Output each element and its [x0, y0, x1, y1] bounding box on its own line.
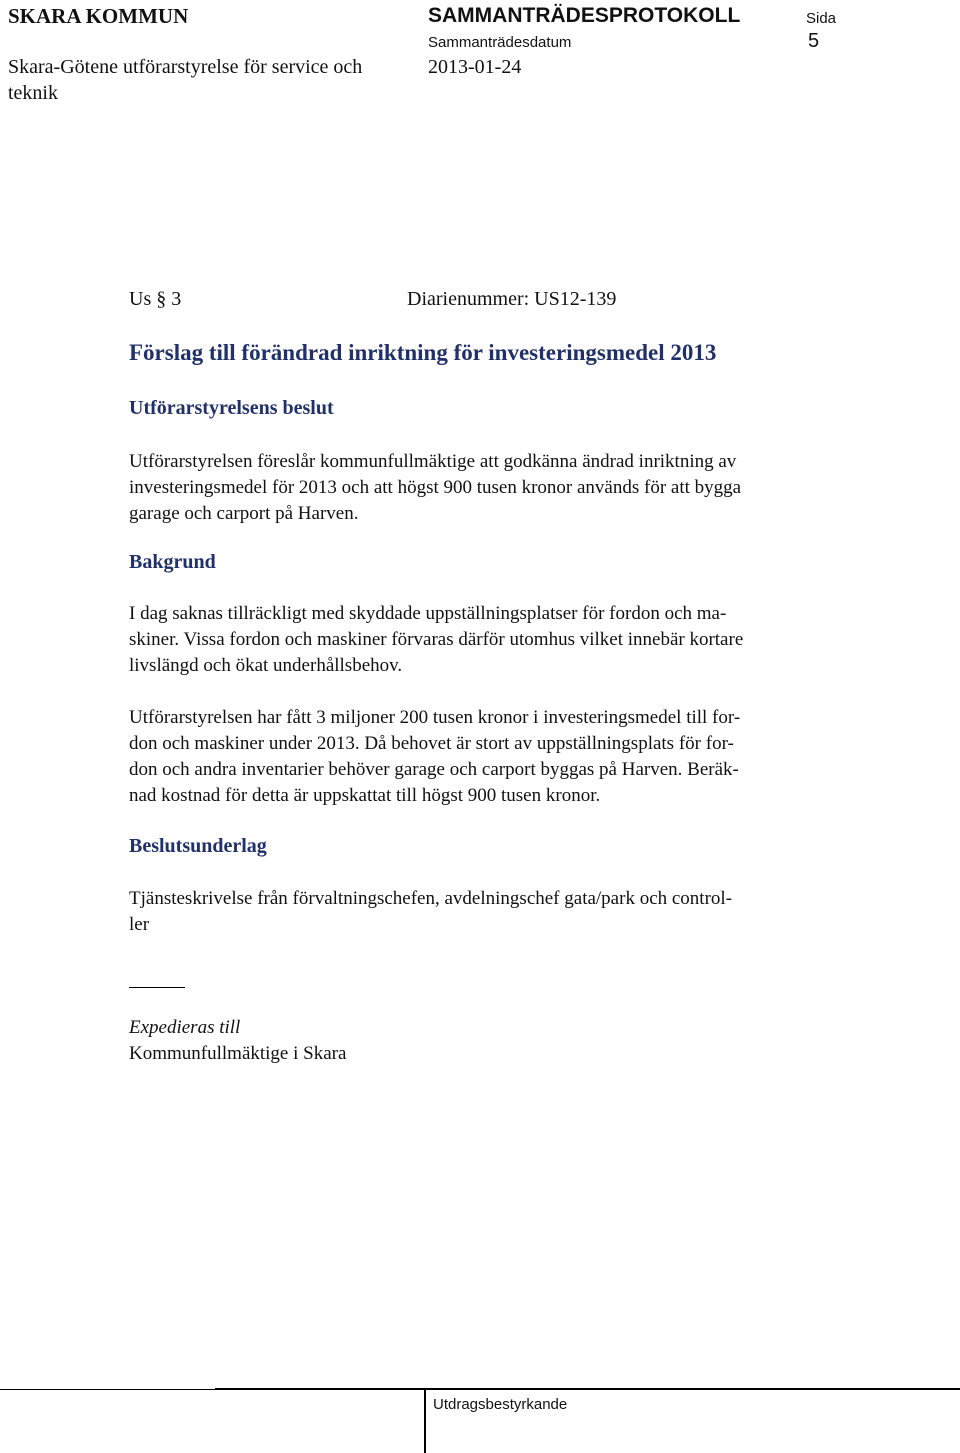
decision-line: garage och carport på Harven.	[129, 503, 359, 524]
item-title: Förslag till förändrad inriktning för investeringsmedel 2013	[129, 340, 717, 365]
municipality-name: SKARA KOMMUN	[8, 4, 189, 28]
basis-line: Tjänsteskrivelse från förvaltningschefen, avdelningschef gata/park och control-	[129, 888, 733, 909]
background-heading: Bakgrund	[129, 551, 216, 573]
background-line: Utförarstyrelsen har fått 3 miljoner 200 tusen kronor i investeringsmedel till for-	[129, 707, 741, 728]
meeting-date-label: Sammanträdesdatum	[428, 34, 572, 51]
page-label: Sida	[806, 10, 837, 27]
background-line: I dag saknas tillräckligt med skyddade uppställningsplatser för fordon och ma-	[129, 603, 727, 624]
dispatch-label: Expedieras till	[129, 1017, 241, 1038]
background-line: skiner. Vissa fordon och maskiner förvaras därför utomhus vilket innebär kortare	[129, 629, 744, 650]
footer-rule-thick	[215, 1388, 960, 1390]
page-number: 5	[808, 30, 820, 52]
decision-line: investeringsmedel för 2013 och att högst 900 tusen kronor används för att bygga	[129, 477, 742, 498]
decision-heading: Utförarstyrelsens beslut	[129, 397, 334, 419]
basis-line: ler	[129, 914, 150, 935]
meeting-date: 2013-01-24	[428, 56, 522, 78]
committee-name-line1: Skara-Götene utförarstyrelse för service och	[8, 56, 363, 78]
background-line: don och andra inventarier behöver garage och carport byggas på Harven. Beräk-	[129, 759, 739, 780]
basis-text	[129, 886, 869, 938]
extract-certification-label: Utdragsbestyrkande	[433, 1396, 568, 1413]
basis-heading: Beslutsunderlag	[129, 835, 267, 857]
footer-signature-divider	[424, 1390, 426, 1453]
protocol-title: SAMMANTRÄDESPROTOKOLL	[428, 4, 741, 27]
decision-text	[129, 449, 869, 527]
background-line: don och maskiner under 2013. Då behovet är stort av uppställningsplats för for-	[129, 733, 734, 754]
dispatch-recipient: Kommunfullmäktige i Skara	[129, 1043, 347, 1064]
background-paragraph-2	[129, 705, 869, 809]
background-paragraph-1	[129, 601, 869, 679]
background-line: livslängd och ökat underhållsbehov.	[129, 655, 403, 676]
separator-rule	[129, 987, 185, 988]
committee-name-line2: teknik	[8, 82, 58, 104]
diary-number: Diarienummer: US12-139	[407, 288, 617, 310]
decision-line: Utförarstyrelsen föreslår kommunfullmäktige att godkänna ändrad inriktning av	[129, 451, 737, 472]
paragraph-reference: Us § 3	[129, 288, 182, 310]
footer-rule-thin	[0, 1389, 215, 1390]
background-line: nad kostnad för detta är uppskattat till högst 900 tusen kronor.	[129, 785, 601, 806]
